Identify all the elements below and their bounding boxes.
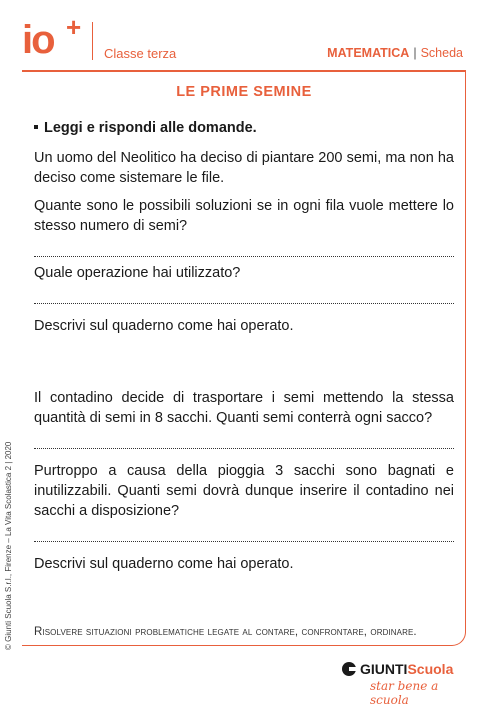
publisher-logo — [342, 661, 462, 707]
publisher-g-icon — [342, 662, 356, 676]
problem-2-text: Il contadino decide di trasportare i semi mettendo la stessa quantità di semi in 8 sacchi. Quanti semi conterrà ogni sacco? — [34, 390, 454, 426]
copyright-notice: © Giunti Scuola S.r.l., Firenze – La Vita Scolastica 2 | 2020 — [4, 441, 13, 650]
bullet-icon — [34, 125, 38, 129]
subject-label — [327, 46, 463, 60]
instruction — [34, 118, 454, 138]
question-2: Quale operazione hai utilizzato? — [34, 265, 241, 281]
problem-1-text: Un uomo del Neolitico ha deciso di piantare 200 semi, ma non ha deciso come sistemare le file. — [34, 150, 454, 186]
question-4: Descrivi sul quaderno come hai operato. — [34, 556, 294, 572]
answer-line-3[interactable] — [34, 428, 454, 449]
learning-objective: Risolvere situazioni problematiche legate al contare, confrontare, ordinare. — [34, 626, 417, 638]
problem-3-text: Purtroppo a causa della pioggia 3 sacchi sono bagnati e inutilizzabili. Quanti semi dovrà dunque inserire il contadino nei sacchi a disposizione? — [34, 463, 454, 519]
answer-line-1[interactable] — [34, 236, 454, 257]
answer-line-4[interactable] — [34, 521, 454, 542]
question-3: Descrivi sul quaderno come hai operato. — [34, 318, 294, 334]
publisher-name-part1: GIUNTI — [360, 661, 408, 677]
grade-label: Classe terza — [104, 46, 177, 61]
answer-line-2[interactable] — [34, 283, 454, 304]
io-plus-logo — [22, 14, 92, 66]
worksheet-content — [34, 118, 454, 574]
header-divider — [92, 22, 93, 60]
logo-text: io — [22, 18, 54, 62]
publisher-name-part2: Scuola — [407, 661, 454, 677]
instruction-text: Leggi e rispondi alle domande. — [44, 120, 257, 136]
subject-name: MATEMATICA — [327, 46, 410, 60]
question-1: Quante sono le possibili soluzioni se in ogni fila vuole mettere lo stesso numero di semi? — [34, 198, 454, 234]
publisher-tagline: star bene a scuola — [370, 679, 439, 707]
sheet-type: Scheda — [420, 46, 463, 60]
subject-separator: | — [413, 46, 417, 60]
worksheet-title: LE PRIME SEMINE — [176, 84, 312, 100]
publisher-name — [360, 661, 453, 677]
logo-plus: + — [66, 12, 82, 42]
